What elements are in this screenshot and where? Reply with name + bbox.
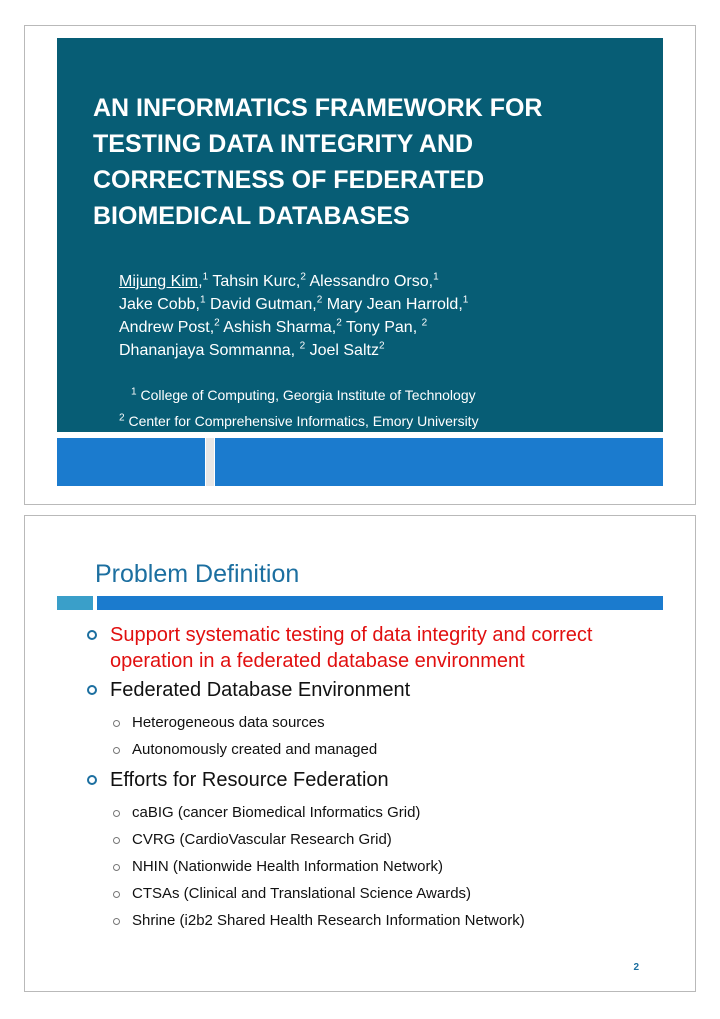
- bullet-ring-icon: [87, 630, 97, 640]
- author-affiliation-number: 2: [214, 317, 220, 329]
- author-line: Jake Cobb,$^1$ David Gutman,$^2$ Mary Jean Harrold,$^1$: [119, 294, 469, 313]
- title-panel: [57, 38, 663, 432]
- affiliation-item: [119, 413, 659, 429]
- author-list: [119, 270, 639, 362]
- slide-title: Problem Definition: [95, 560, 300, 588]
- circle-bullet-icon: [113, 720, 120, 727]
- sub-bullet-item: [110, 736, 675, 763]
- author-affiliation-number: 2: [421, 317, 428, 329]
- bullet-ring-icon: [87, 775, 97, 785]
- author-affiliation-number: 2: [336, 317, 342, 329]
- author-affiliation-number: 2: [300, 271, 306, 283]
- title-underline-bar: [97, 596, 663, 610]
- bullet-text: Efforts for Resource Federation: [110, 769, 389, 791]
- affiliation-text: Center for Comprehensive Informatics, Emory University: [128, 413, 479, 429]
- affiliation-number: 1: [131, 386, 137, 398]
- sub-bullet-list: [110, 799, 675, 934]
- sub-bullet-item: [110, 709, 675, 736]
- sub-bullet-text: Autonomously created and managed: [132, 741, 378, 758]
- author-name: Tahsin Kurc: [212, 273, 296, 290]
- author-line: Dhananjaya Sommanna, $^2$ Joel Saltz$^2$: [119, 340, 385, 359]
- circle-bullet-icon: [113, 837, 120, 844]
- circle-bullet-icon: [113, 891, 120, 898]
- author-affiliation-number: 1: [199, 294, 206, 306]
- author-name: Mary Jean Harrold: [326, 296, 459, 313]
- author-name: Jake Cobb: [119, 296, 196, 313]
- sub-bullet-list: [110, 709, 675, 763]
- bullet-ring-icon: [87, 685, 97, 695]
- affiliation-list: [119, 387, 659, 429]
- author-affiliation-number: 2: [299, 340, 306, 352]
- bullet-text: Federated Database Environment: [110, 679, 411, 701]
- circle-bullet-icon: [113, 747, 120, 754]
- page-number: 2: [633, 962, 639, 973]
- bullet-item: [85, 767, 675, 934]
- author-line: Mijung Kim,$^1$ Tahsin Kurc,$^2$ Alessandro Orso,$^1$: [119, 271, 439, 290]
- author-affiliation-number: 1: [462, 294, 469, 306]
- author-name: Alessandro Orso: [309, 273, 429, 290]
- author-line: Andrew Post,$^2$ Ashish Sharma,$^2$ Tony Pan, $^2$: [119, 317, 428, 336]
- sub-bullet-text: caBIG (cancer Biomedical Informatics Grid): [132, 804, 421, 821]
- circle-bullet-icon: [113, 810, 120, 817]
- bullet-item: [85, 677, 675, 763]
- sub-bullet-item: [110, 907, 675, 934]
- bullet-list: [85, 622, 675, 938]
- author-name: Ashish Sharma: [223, 319, 332, 336]
- author-affiliation-number: 1: [202, 271, 209, 283]
- bullet-item: [85, 622, 675, 674]
- author-name: Joel Saltz: [309, 342, 379, 359]
- circle-bullet-icon: [113, 918, 120, 925]
- sub-bullet-text: Shrine (i2b2 Shared Health Research Information Network): [132, 912, 525, 929]
- sub-bullet-item: [110, 880, 675, 907]
- bullet-text: Support systematic testing of data integrity and correct operation in a federated database environment: [110, 624, 593, 672]
- title-slide: [24, 25, 696, 505]
- author-name: David Gutman: [209, 296, 313, 313]
- author-name: Andrew Post: [119, 319, 210, 336]
- author-affiliation-number: 1: [433, 271, 439, 283]
- decorative-block-left: [57, 438, 205, 486]
- affiliation-number: 2: [119, 412, 125, 424]
- sub-bullet-item: [110, 826, 675, 853]
- sub-bullet-text: CVRG (CardioVascular Research Grid): [132, 831, 392, 848]
- decorative-block-right: [215, 438, 663, 486]
- circle-bullet-icon: [113, 864, 120, 871]
- sub-bullet-item: [110, 799, 675, 826]
- affiliation-text: College of Computing, Georgia Institute of Technology: [140, 387, 476, 403]
- sub-bullet-item: [110, 853, 675, 880]
- problem-definition-slide: [24, 515, 696, 992]
- author-name: Dhananjaya Sommanna: [119, 342, 291, 359]
- author-affiliation-number: 2: [316, 294, 323, 306]
- sub-bullet-text: NHIN (Nationwide Health Information Network): [132, 858, 443, 875]
- sub-bullet-text: Heterogeneous data sources: [132, 714, 325, 731]
- presentation-title: AN INFORMATICS FRAMEWORK FOR TESTING DATA INTEGRITY AND CORRECTNESS OF FEDERATED BIOMEDICAL DATABASES: [93, 94, 543, 230]
- author-name: Tony Pan: [345, 319, 413, 336]
- affiliation-item: [119, 387, 659, 403]
- sub-bullet-text: CTSAs (Clinical and Translational Science Awards): [132, 885, 472, 902]
- author-affiliation-number: 2: [378, 340, 385, 352]
- title-underline-accent: [57, 596, 93, 610]
- author-name: Mijung Kim: [119, 273, 199, 290]
- decorative-divider: [206, 438, 214, 486]
